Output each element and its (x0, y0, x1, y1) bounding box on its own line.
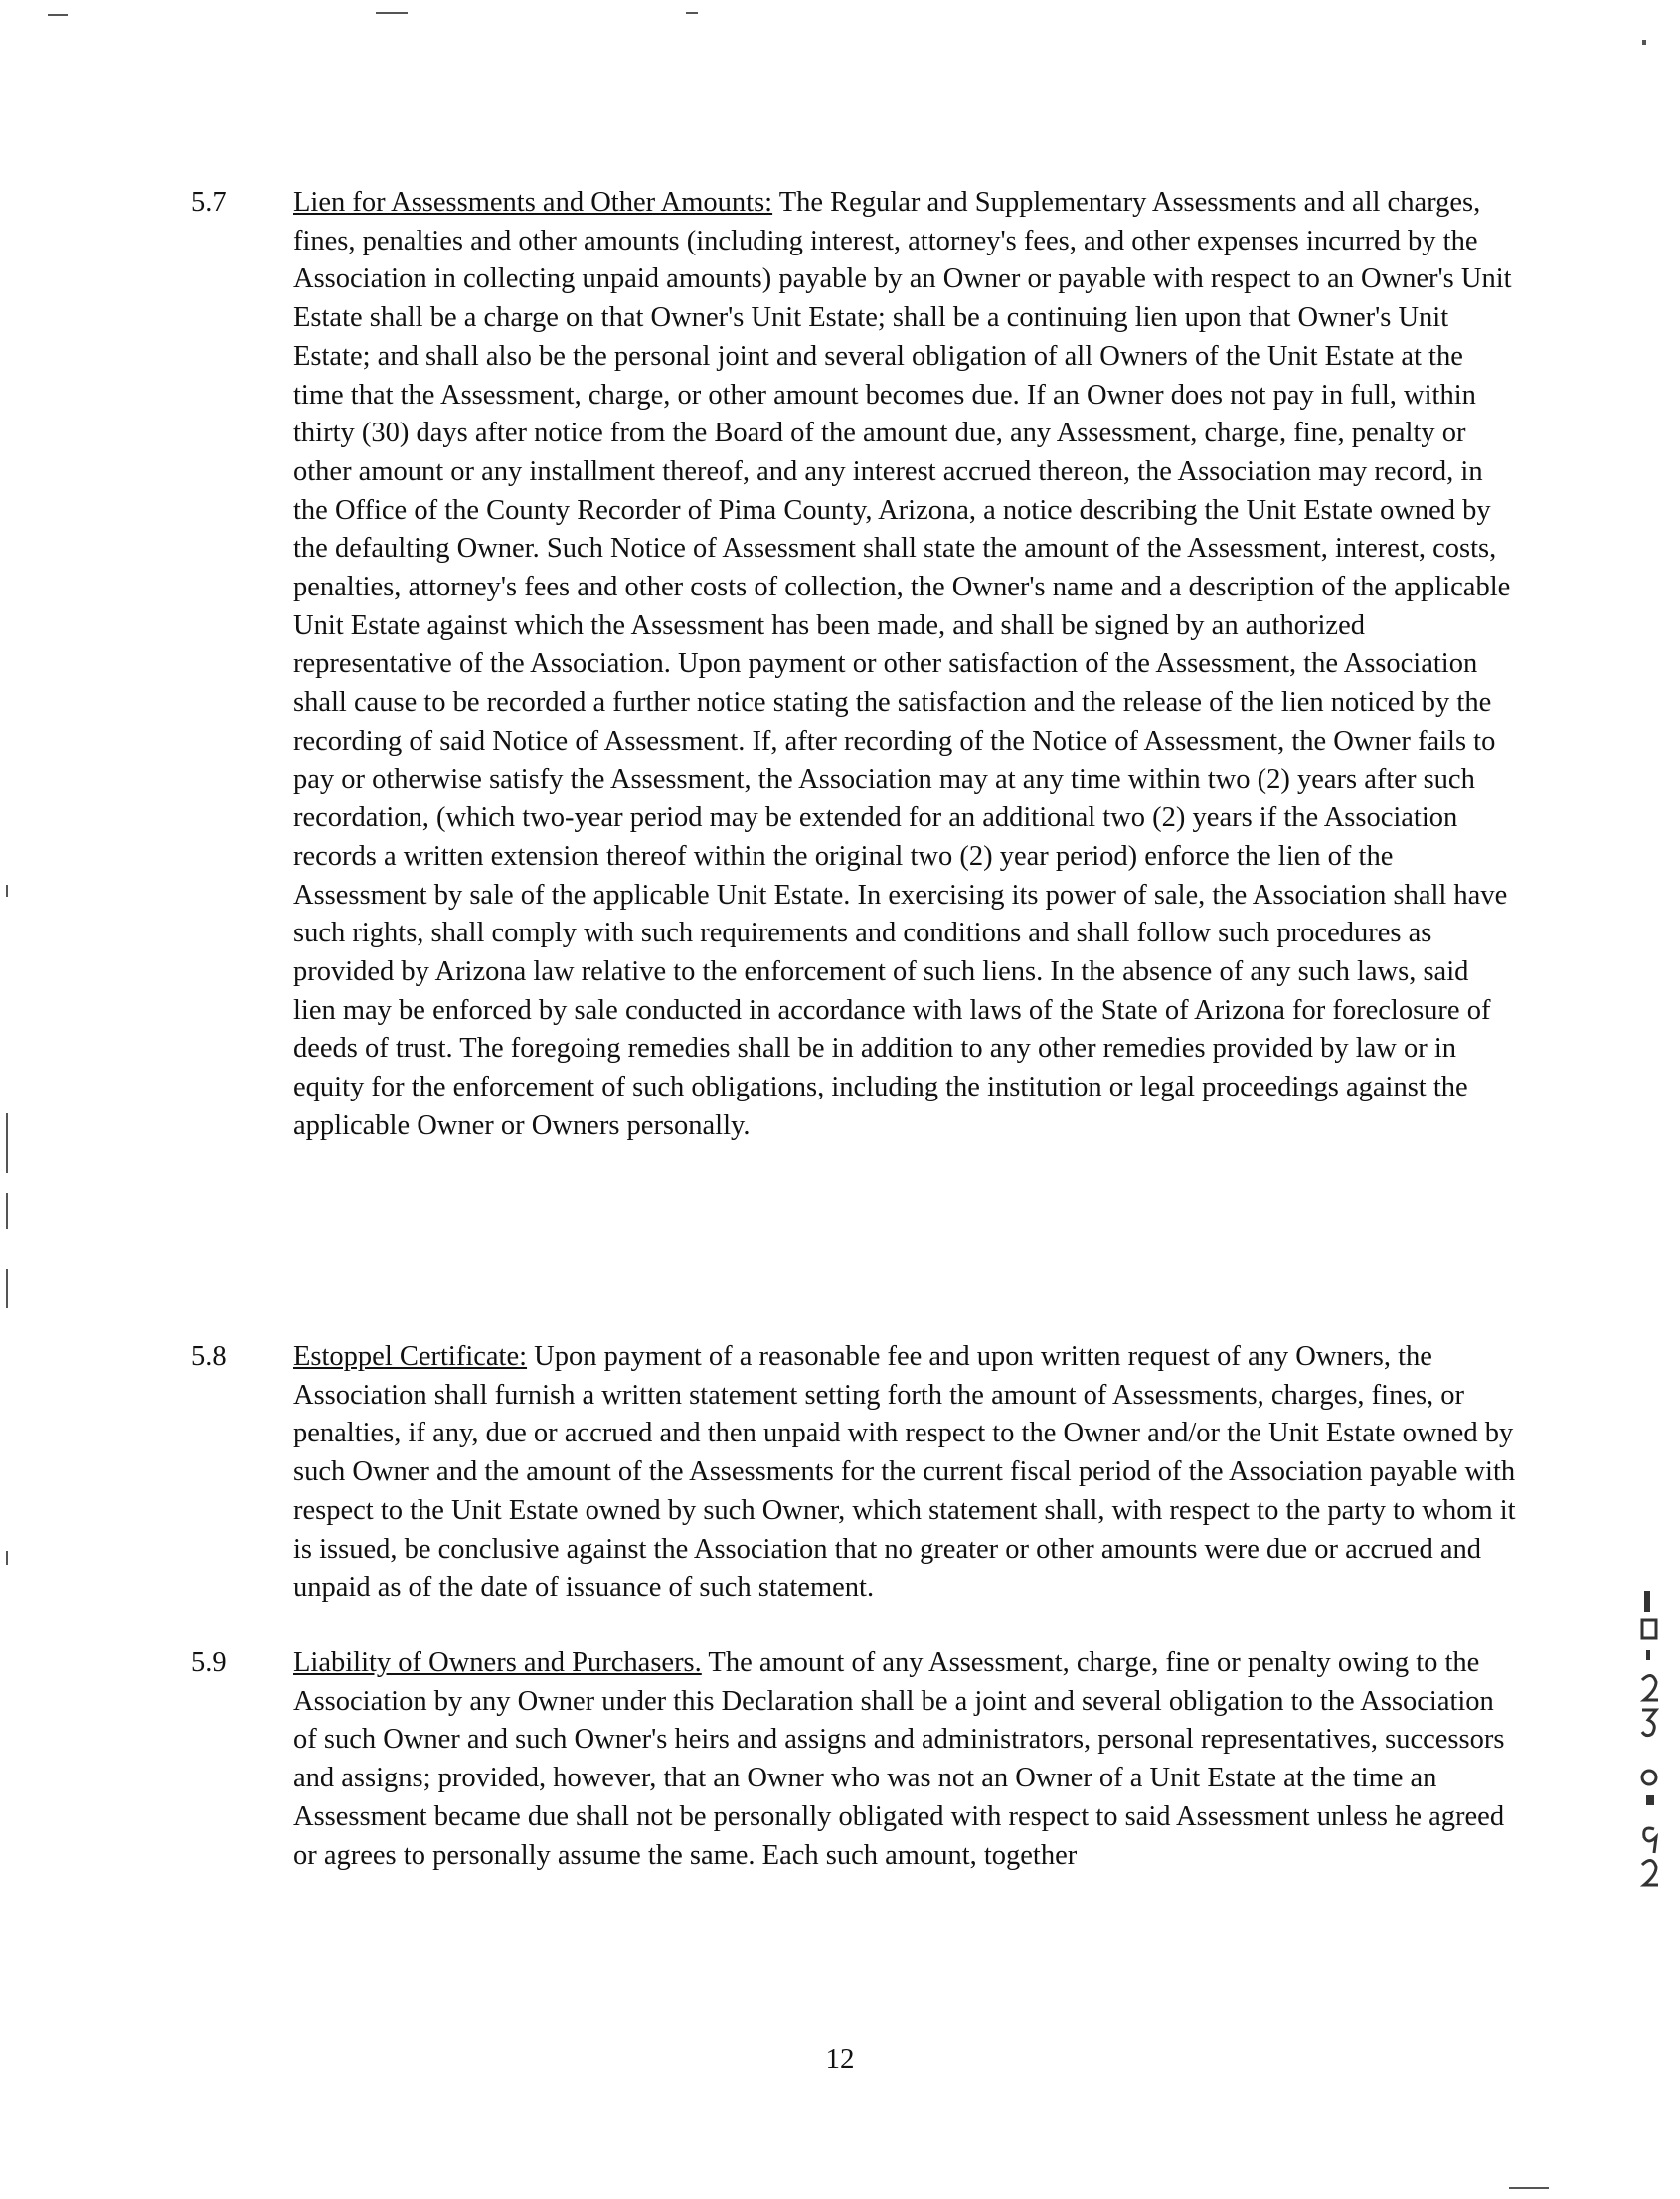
page-number: 12 (825, 2043, 855, 2075)
section-number: 5.9 (191, 1647, 227, 1678)
section-text: The amount of any Assessment, charge, fine or penalty owing to the Association by any Owner under this Declaration shall be a joint and several obligation to the Association of such Owner and such Owner's heirs and assigns and administrators, personal representatives, successors and assigns; provided, however, that an Owner who was not an Owner of a Unit Estate at the time an Assessment became due shall not be personally obligated with respect to said Assessment unless he agreed or agrees to personally assume the same. Each such amount, together (293, 1647, 1505, 1871)
section-body (293, 1644, 1516, 1875)
section-body (293, 184, 1516, 1337)
section-text: The Regular and Supplementary Assessments and all charges, fines, penalties and other amounts (including interest, attorney's fees, and other expenses incurred by the Association in collecting unpaid amounts) payable by an Owner or payable with respect to an Owner's Unit Estate shall be a charge on that Owner's Unit Estate; shall be a continuing lien upon that Owner's Unit Estate; and shall also be the personal joint and several obligation of all Owners of the Unit Estate at the time that the Assessment, charge, or other amount becomes due. If an Owner does not pay in full, within thirty (30) days after notice from the Board of the amount due, any Assessment, charge, fine, penalty or other amount or any installment thereof, and any interest accrued thereon, the Association may record, in the Office of the County Recorder of Pima County, Arizona, a notice describing the Unit Estate owned by the defaulting Owner. Such Notice of Assessment shall state the amount of the Assessment, interest, costs, penalties, attorney's fees and other costs of collection, the Owner's name and a description of the applicable Unit Estate against which the Assessment has been made, and shall be signed by an authorized representative of the Association. Upon payment or other satisfaction of the Assessment, the Association shall cause to be recorded a further notice stating the satisfaction and the release of the lien noticed by the recording of said Notice of Assessment. If, after recording of the Notice of Assessment, the Owner fails to pay or otherwise satisfy the Assessment, the Association may at any time within two (2) years after such recordation, (which two-year period may be extended for an additional two (2) years if the Association records a written extension thereof within the original two (2) year period) enforce the lien of the Assessment by sale of the applicable Unit Estate. In exercising its power of sale, the Association shall have such rights, shall comply with such requirements and conditions and shall follow such procedures as provided by Arizona law relative to the enforcement of such liens. In the absence of any such laws, said lien may be enforced by sale conducted in accordance with laws of the State of Arizona for foreclosure of deeds of trust. The foregoing remedies shall be in addition to any other remedies provided by law or in equity for the enforcement of such obligations, including the institution or legal proceedings against the applicable Owner or Owners personally. (293, 187, 1512, 1141)
scan-mark (686, 12, 698, 14)
scan-mark (6, 1193, 8, 1229)
section-title: Estoppel Certificate: (293, 1341, 528, 1372)
scan-mark (376, 12, 408, 14)
section-number: 5.8 (191, 1341, 227, 1372)
scan-mark (1509, 2187, 1549, 2189)
section-body (293, 1338, 1516, 1607)
section-text: Upon payment of a reasonable fee and upon written request of any Owners, the Association shall furnish a written statement setting forth the amount of Assessments, charges, fines, or penalties, if any, due or accrued and then unpaid with respect to the Owner and/or the Unit Estate owned by such Owner and the amount of the Assessments for the current fiscal period of the Association payable with respect to the Unit Estate owned by such Owner, which statement shall, with respect to the party to whom it is issued, be conclusive against the Association that no greater or other amounts were due or accrued and unpaid as of the date of issuance of such statement. (293, 1341, 1516, 1604)
scan-mark (6, 885, 8, 897)
scan-mark (6, 1551, 8, 1565)
section-title: Lien for Assessments and Other Amounts: (293, 187, 773, 218)
section-title: Liability of Owners and Purchasers. (293, 1647, 702, 1678)
scan-mark (1642, 40, 1646, 45)
scan-mark (48, 14, 68, 16)
margin-stamp-icon (1638, 1591, 1664, 1919)
section-number: 5.7 (191, 187, 227, 218)
scan-mark (6, 1269, 8, 1308)
scan-mark (6, 1113, 8, 1173)
